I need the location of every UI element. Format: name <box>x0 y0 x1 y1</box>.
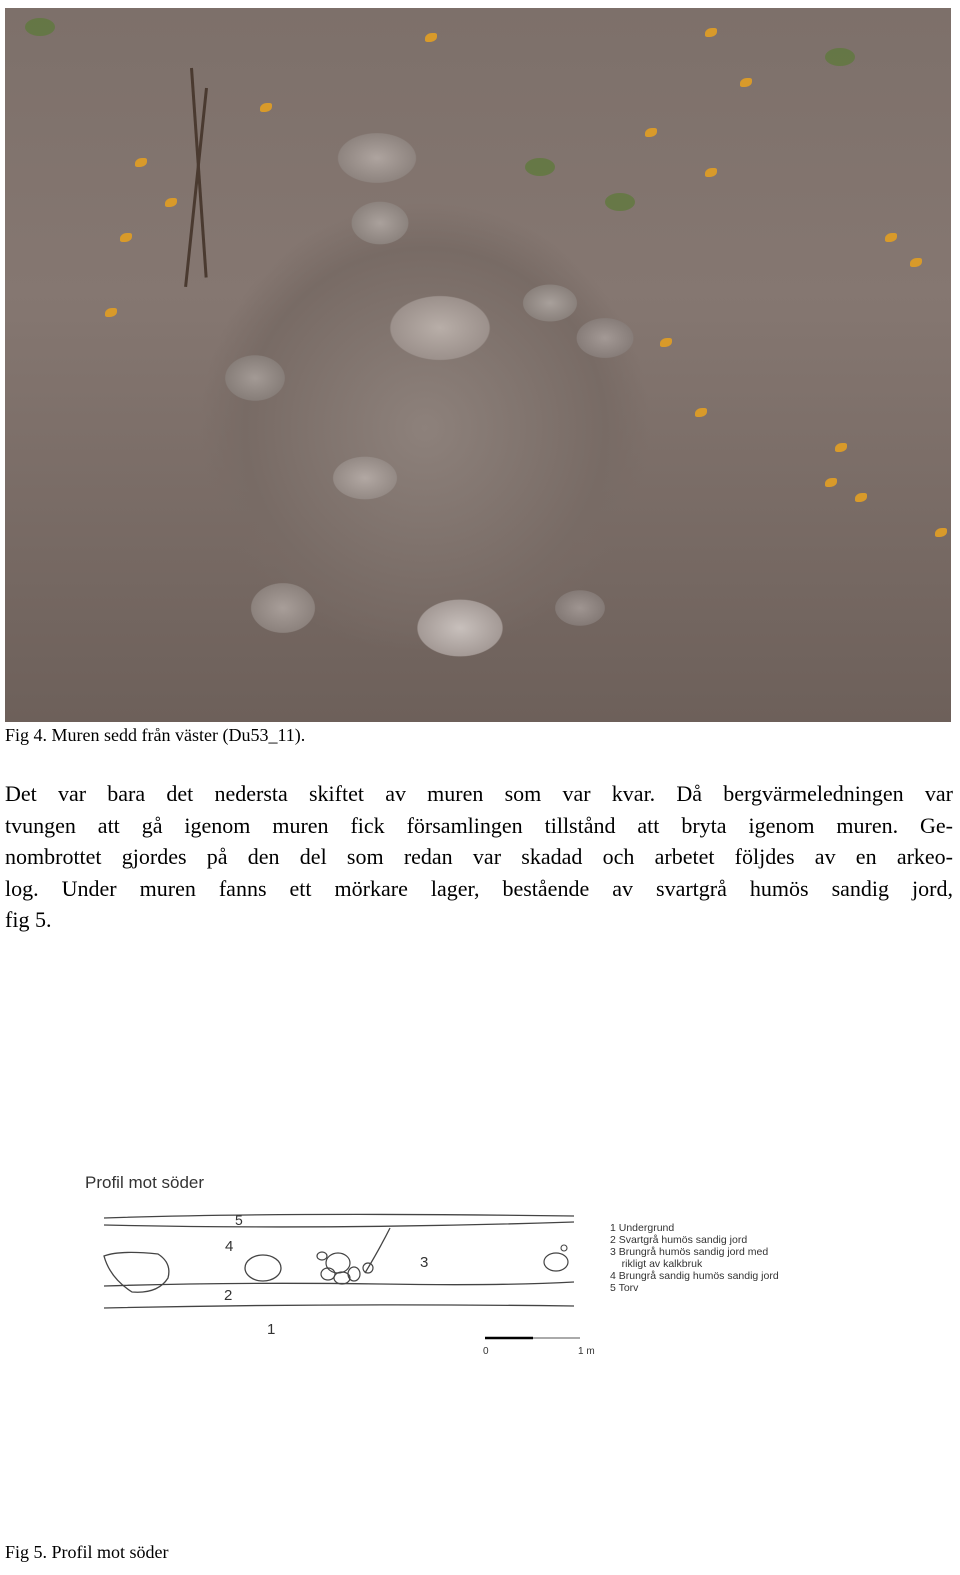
figure-4-caption: Fig 4. Muren sedd från väster (Du53_11). <box>5 725 306 745</box>
stone-cluster-4 <box>348 1267 360 1281</box>
stone-medium <box>245 1255 281 1281</box>
figure-5-caption: Fig 5. Profil mot söder <box>5 1542 169 1562</box>
stone-cluster-1 <box>326 1253 350 1273</box>
paragraph-line-5: fig 5. <box>5 907 52 932</box>
layer-number-2: 2 <box>224 1287 233 1304</box>
layer-line-turf <box>104 1222 574 1227</box>
layer-line-top <box>104 1214 574 1218</box>
paragraph-line-4: log. Under muren fanns ett mörkare lager, bestående av svartgrå humös sandig jord, <box>5 875 953 901</box>
stone-tiny <box>561 1245 567 1251</box>
excavation-photo <box>5 8 951 722</box>
legend-line-5: 4 Brungrå sandig humös sandig jord <box>610 1270 779 1282</box>
profile-title: Profil mot söder <box>85 1173 205 1192</box>
legend-line-6: 5 Torv <box>610 1282 639 1294</box>
cut-line <box>365 1228 390 1273</box>
scale-bar <box>483 1338 595 1357</box>
paragraph-line-2: tvungen att gå igenom muren fick församlingen tillstånd att bryta igenom muren. Ge- <box>5 812 953 838</box>
paragraph-line-1: Det var bara det nedersta skiftet av muren som var kvar. Då bergvärmeledningen var <box>5 781 953 806</box>
layer-number-5: 5 <box>235 1212 243 1228</box>
legend-line-3: 3 Brungrå humös sandig jord med <box>610 1246 769 1258</box>
legend-line-2: 2 Svartgrå humös sandig jord <box>610 1234 748 1246</box>
legend-line-1: 1 Undergrund <box>610 1222 675 1234</box>
legend-line-4: rikligt av kalkbruk <box>610 1258 703 1270</box>
layer-number-3: 3 <box>420 1254 429 1271</box>
body-paragraph <box>5 778 953 936</box>
layer-line-lower <box>104 1305 574 1308</box>
stone-cluster-5 <box>317 1252 327 1260</box>
stone-small <box>544 1253 568 1271</box>
scale-end: 1 m <box>578 1346 595 1357</box>
layer-number-4: 4 <box>225 1238 234 1255</box>
scale-start: 0 <box>483 1346 489 1357</box>
profile-legend <box>610 1222 779 1294</box>
profile-drawing <box>80 1168 860 1368</box>
paragraph-line-3: nombrottet gjordes på den del som redan var skadad och arbetet följdes av en arkeo- <box>5 844 953 869</box>
layer-number-1: 1 <box>267 1321 276 1338</box>
stone-cluster-2 <box>321 1268 335 1280</box>
